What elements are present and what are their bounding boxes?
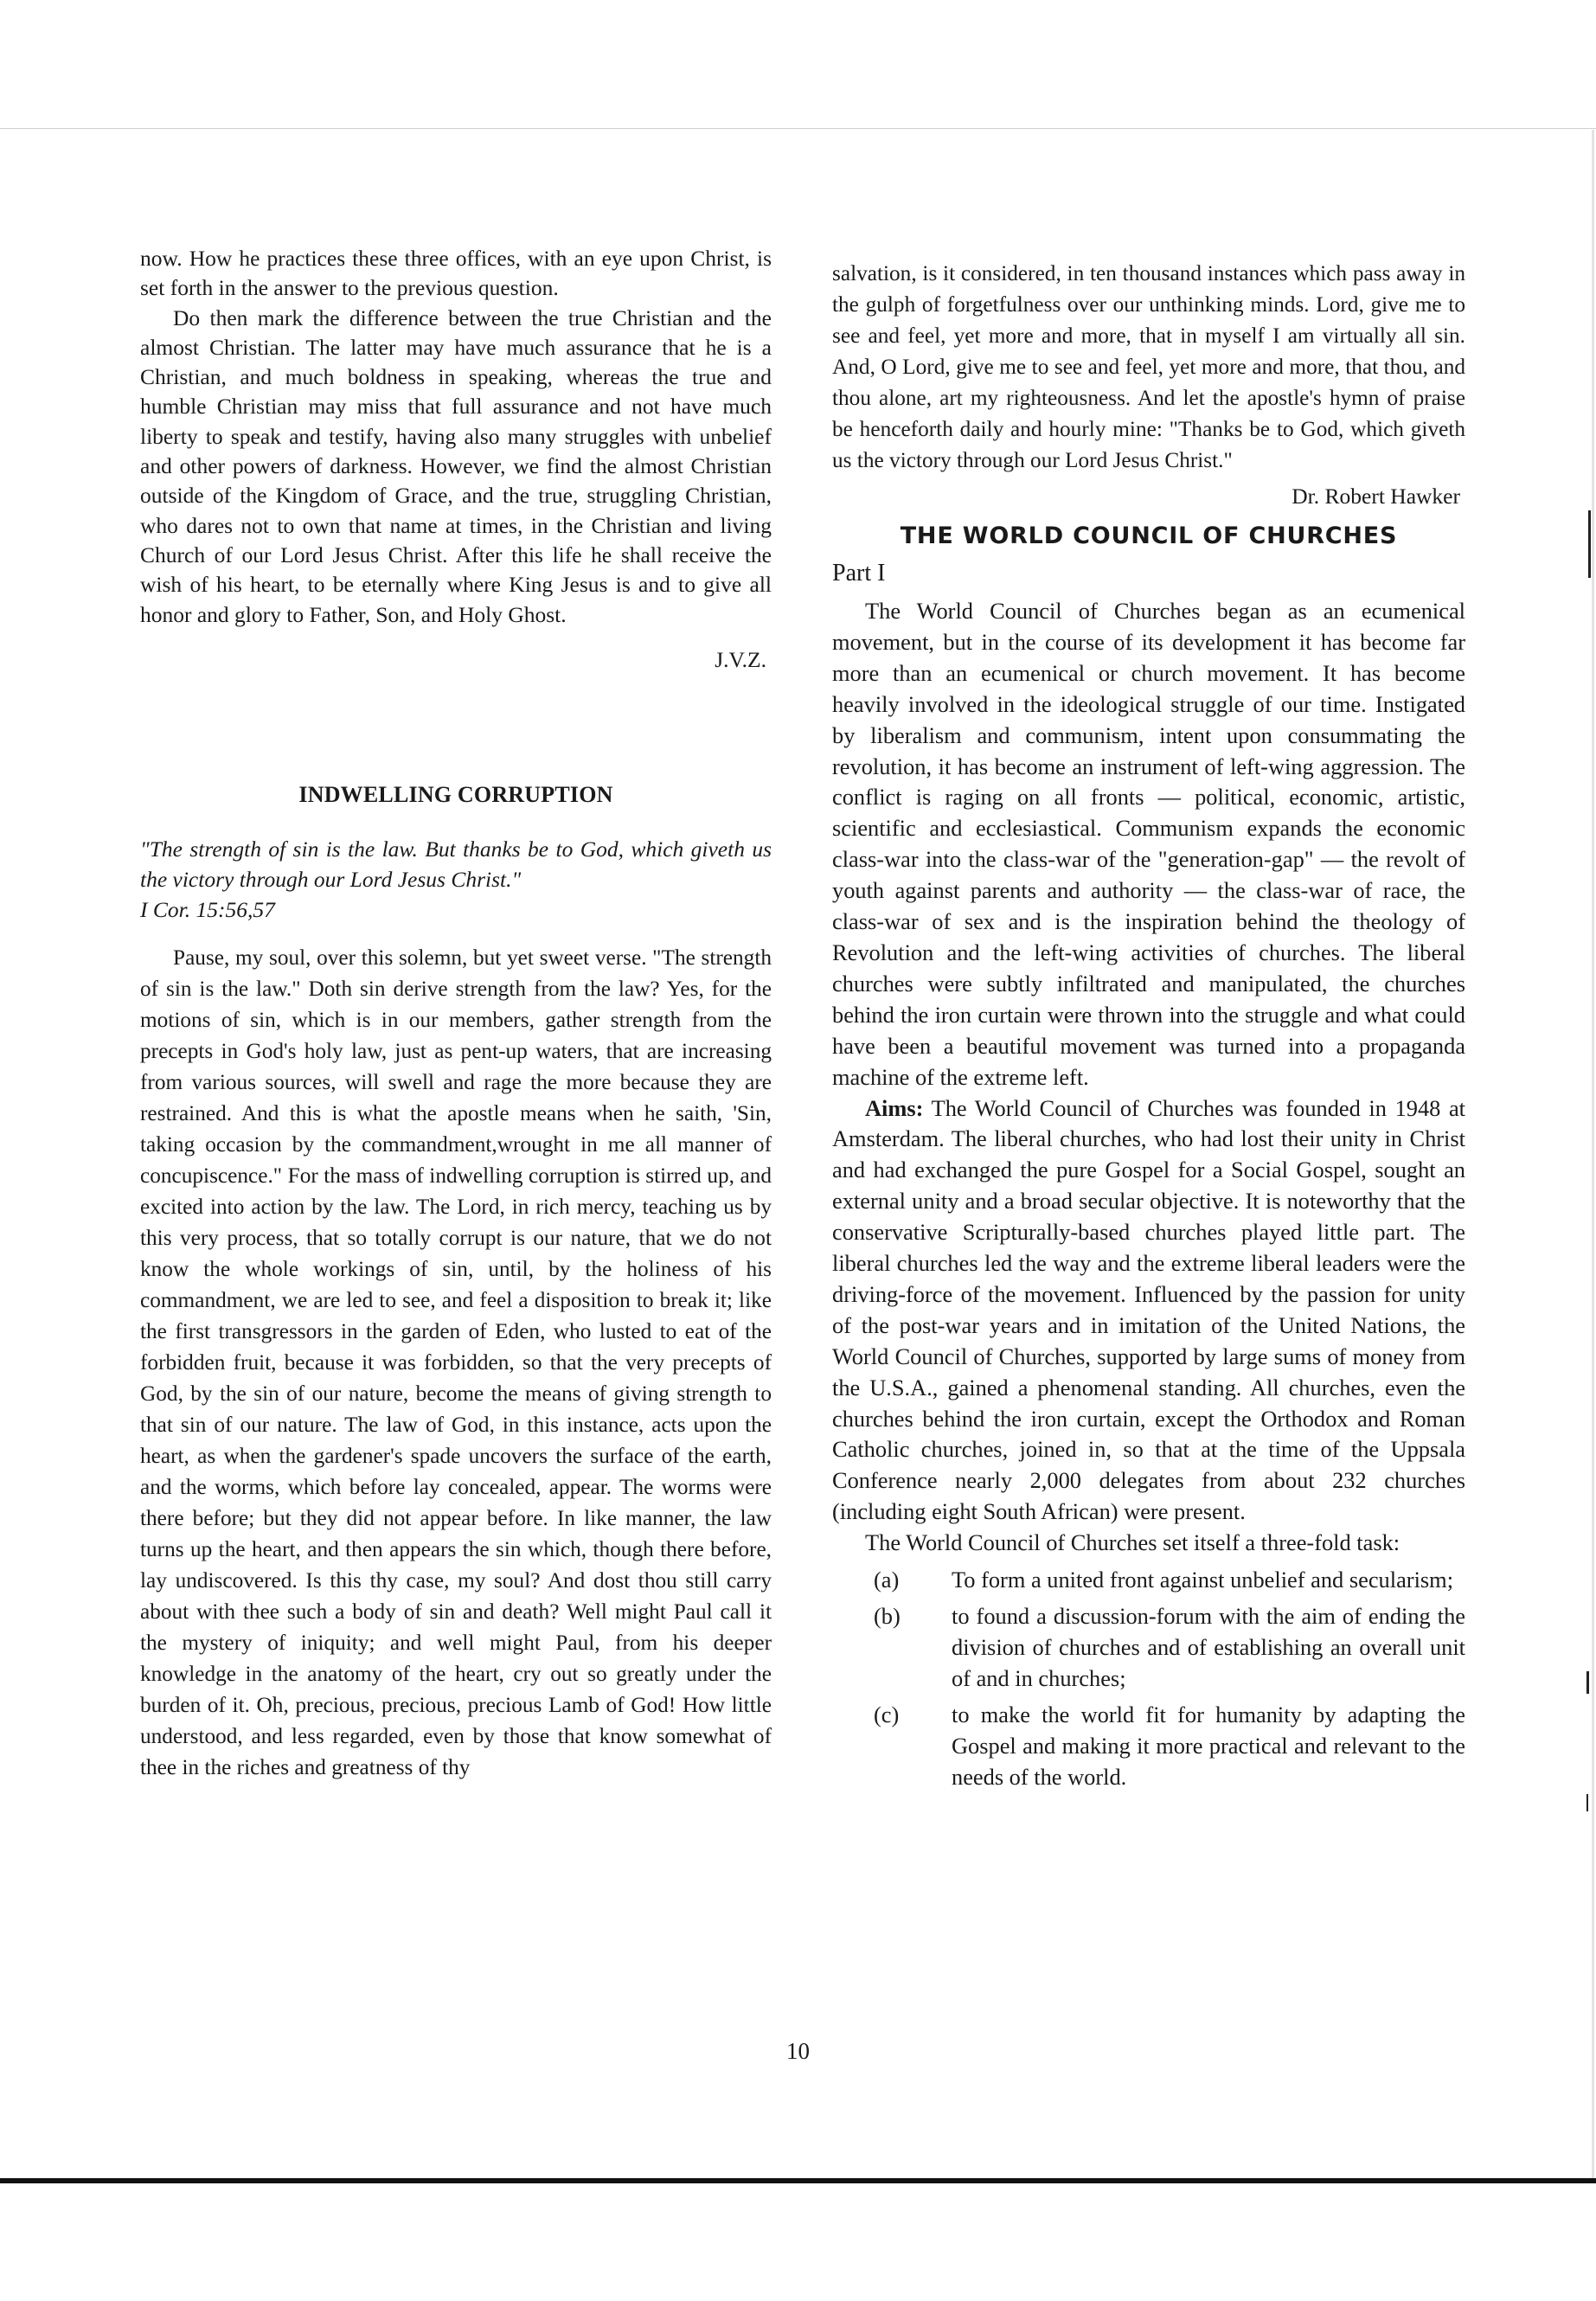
epigraph-reference: I Cor. 15:56,57	[140, 896, 275, 922]
part-label: Part I	[832, 560, 886, 586]
wcc-paragraph-aims	[832, 1093, 1465, 1529]
aims-text: The World Council of Churches was founded in 1948 at Amsterdam. The liberal churches, who had lost their unity in Christ and had exchanged the pure Gospel for a Social Gospel, sought an external unity and a broad secular objective. It is noteworthy that the conservative Scripturally-based churches played little part. The liberal churches led the way and the extreme liberal leaders were the driving-force of the movement. Influenced by the passion for unity of the post-war years and in imitation of the United Nations, the World Council of Churches, supported by large sums of money from the U.S.A., gained a phenomenal standing. All churches, even the churches behind the iron curtain, except the Orthodox and Roman Catholic churches, joined in, so that at the time of the Uppsala Conference nearly 2,000 delegates from about 232 churches (including eight South African) were present.	[832, 1094, 1465, 1525]
epigraph	[140, 834, 772, 925]
paragraph-almost-christian: Do then mark the difference between the true Christian and the almost Christian. The latter may have much assurance that he is a Christian, and much boldness in speaking, whereas the true and humble Christian may miss that full assurance and not have much liberty to speak and testify, having also many struggles with unbelief and other powers of darkness. However, we find the almost Christian outside of the Kingdom of Grace, and the true, struggling Christian, who dares not to own that name at times, in the Christian and living Church of our Lord Jesus Christ. After this life he shall receive the wish of his heart, to be eternally where King Jesus is and to give all honor and glory to Father, Son, and Holy Ghost.	[140, 304, 772, 627]
left-column	[140, 244, 772, 1783]
scan-mark	[1588, 510, 1591, 578]
list-item	[832, 1699, 1465, 1792]
scan-mark	[1586, 1671, 1589, 1694]
list-item-text: to found a discussion-forum with the aim of ending the division of churches and of establishing an overall unit of and in churches;	[952, 1603, 1465, 1692]
wcc-task-intro: The World Council of Churches set itself a three-fold task:	[865, 1529, 1401, 1556]
list-item	[832, 1600, 1465, 1694]
page-number: 10	[786, 2038, 810, 2064]
meditation-body: Pause, my soul, over this solemn, but yet sweet verse. "The strength of sin is the law." Doth sin derive strength from the law? Yes, for the motions of sin, which is in our members, gather strength from the precepts in God's holy law, just as pent-up waters, that are increasing from various sources, will swell and rage the more because they are restrained. And this is what the apostle means when he saith, 'Sin, taking occasion by the commandment,wrought in me all manner of concupiscence." For the mass of indwelling corruption is stirred up, and excited into action by the law. The Lord, in rich mercy, teaching us by this very process, that so totally corrupt is our nature, that we do not know the whole workings of sin, until, by the holiness of his commandment, we are led to see, and feel a disposition to break it; like the first transgressors in the garden of Eden, who lusted to eat of the forbidden fruit, because it was forbidden, so that the very precepts of God, by the sin of our nature, become the means of giving strength to that sin of our nature. The law of God, in this instance, acts upon the heart, as when the gardener's spade uncovers the surface of the earth, and the worms, which before lay concealed, appear. The worms were there before; but they did not appear before. In like manner, the law turns up the heart, and then appears the sin which, though there before, lay undiscovered. Is this thy case, my soul? And dost thou still carry about with thee such a body of sin and death? Well might Paul call it the mystery of iniquity; and well might Paul, from his deeper knowledge in the anatomy of the heart, cry out so greatly under the burden of it. Oh, precious, precious, precious Lamb of God! How little understood, and less regarded, even by those that know somewhat of thee in the riches and greatness of thy	[140, 945, 772, 1779]
list-marker: (b)	[874, 1603, 901, 1630]
meditation-continuation: salvation, is it considered, in ten thousand instances which pass away in the gulph of forgetfulness over our unthinking minds. Lord, give me to see and feel, yet more and more, that in myself I am virtually all sin. And, O Lord, give me to see and feel, yet more and more, that thou, and thou alone, art my righteousness. And let the apostle's hymn of praise be henceforth daily and hourly mine: "Thanks be to God, which giveth us the victory through our Lord Jesus Christ."	[832, 261, 1465, 472]
paragraph-continuation: now. How he practices these three offices, with an eye upon Christ, is set forth in the answer to the previous question.	[140, 246, 772, 301]
epigraph-quote: "The strength of sin is the law. But thanks be to God, which giveth us the victory through our Lord Jesus Christ."	[140, 836, 772, 892]
list-marker: (c)	[874, 1702, 900, 1728]
page-bottom-rule	[0, 2178, 1596, 2183]
list-item-text: To form a united front against unbelief and secularism;	[952, 1567, 1454, 1593]
scan-mark	[1586, 1794, 1588, 1811]
wcc-paragraph-intro: The World Council of Churches began as an ecumenical movement, but in the course of its development it has become far more than an ecumenical or church movement. It has become heavily involved in the ideological struggle of our time. Instigated by liberalism and communism, intent upon consummating the revolution, it has become an instrument of left-wing aggression. The conflict is raging on all fronts — political, economic, artistic, scientific and ecclesiastical. Communism expands the economic class-war into the class-war of the "generation-gap" — the revolt of youth against parents and authority — the class-war of race, the class-war of sex and is the inspiration behind the theology of Revolution and the left-wing activities of churches. The liberal churches were subtly infiltrated and manipulated, the churches behind the iron curtain were thrown into the struggle and what could have been a beautiful movement was turned into a propaganda machine of the extreme left.	[832, 598, 1465, 1090]
author-signature-hawker: Dr. Robert Hawker	[1292, 484, 1460, 509]
article-title-world-council: THE WORLD COUNCIL OF CHURCHES	[900, 522, 1398, 549]
right-column	[832, 258, 1465, 1798]
section-title-indwelling-corruption: INDWELLING CORRUPTION	[298, 781, 613, 807]
task-list	[832, 1564, 1465, 1792]
list-item	[832, 1564, 1465, 1595]
page-edge	[1592, 130, 1594, 2180]
aims-label: Aims:	[865, 1094, 924, 1121]
list-marker: (a)	[874, 1567, 900, 1593]
list-item-text: to make the world fit for humanity by adapting the Gospel and making it more practical and relevant to the needs of the world.	[952, 1702, 1465, 1791]
author-signature-jvz: J.V.Z.	[715, 646, 766, 672]
